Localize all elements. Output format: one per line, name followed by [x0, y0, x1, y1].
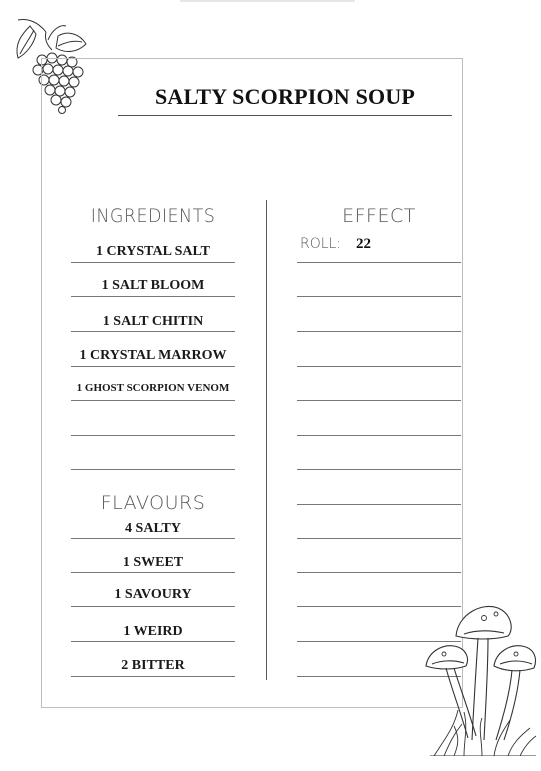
flavour-line-4	[71, 641, 235, 642]
top-edge-bar	[180, 0, 355, 2]
ingredient-line-7	[71, 469, 235, 470]
effect-line-4	[297, 366, 461, 367]
title-underline	[118, 115, 452, 116]
flavour-line-2	[71, 572, 235, 573]
effect-line-7	[297, 469, 461, 470]
roll-value: 22	[356, 236, 371, 252]
effect-line-1	[297, 262, 461, 263]
effect-line-10	[297, 572, 461, 573]
flavour-entry-2: 1 SWEET	[122, 555, 184, 570]
ingredient-line-1	[71, 262, 235, 263]
effect-line-5	[297, 400, 461, 401]
ingredient-line-2	[71, 296, 235, 297]
effect-line-8	[297, 504, 461, 505]
ingredient-entry-1: 1 CRYSTAL SALT	[96, 244, 210, 259]
flavour-entry-5: 2 BITTER	[121, 658, 185, 673]
effect-line-2	[297, 296, 461, 297]
ingredient-entry-4: 1 CRYSTAL MARROW	[79, 348, 227, 363]
recipe-title: SALTY SCORPION SOUP	[154, 84, 416, 109]
column-divider	[266, 200, 267, 680]
flavour-line-3	[71, 606, 235, 607]
ingredient-entry-5: 1 GHOST SCORPION VENOM	[76, 382, 230, 394]
flavour-line-1	[71, 538, 235, 539]
mushrooms-icon	[424, 600, 538, 756]
effect-line-6	[297, 435, 461, 436]
effect-heading: EFFECT	[342, 205, 416, 227]
ingredient-entry-3: 1 SALT CHITIN	[102, 314, 204, 329]
ingredient-entry-2: 1 SALT BLOOM	[101, 278, 205, 293]
ingredient-line-6	[71, 435, 235, 436]
flavour-entry-4: 1 WEIRD	[123, 624, 183, 639]
effect-line-9	[297, 538, 461, 539]
ingredient-line-5	[71, 400, 235, 401]
flavour-entry-1: 4 SALTY	[125, 521, 181, 536]
flavours-heading: FLAVOURS	[100, 492, 206, 514]
roll-label: ROLL:	[300, 236, 342, 252]
ingredient-line-4	[71, 366, 235, 367]
flavour-line-5	[71, 676, 235, 677]
flavour-entry-3: 1 SAVOURY	[114, 587, 192, 602]
effect-line-3	[297, 331, 461, 332]
ingredient-line-3	[71, 331, 235, 332]
ingredients-heading: INGREDIENTS	[90, 205, 216, 227]
